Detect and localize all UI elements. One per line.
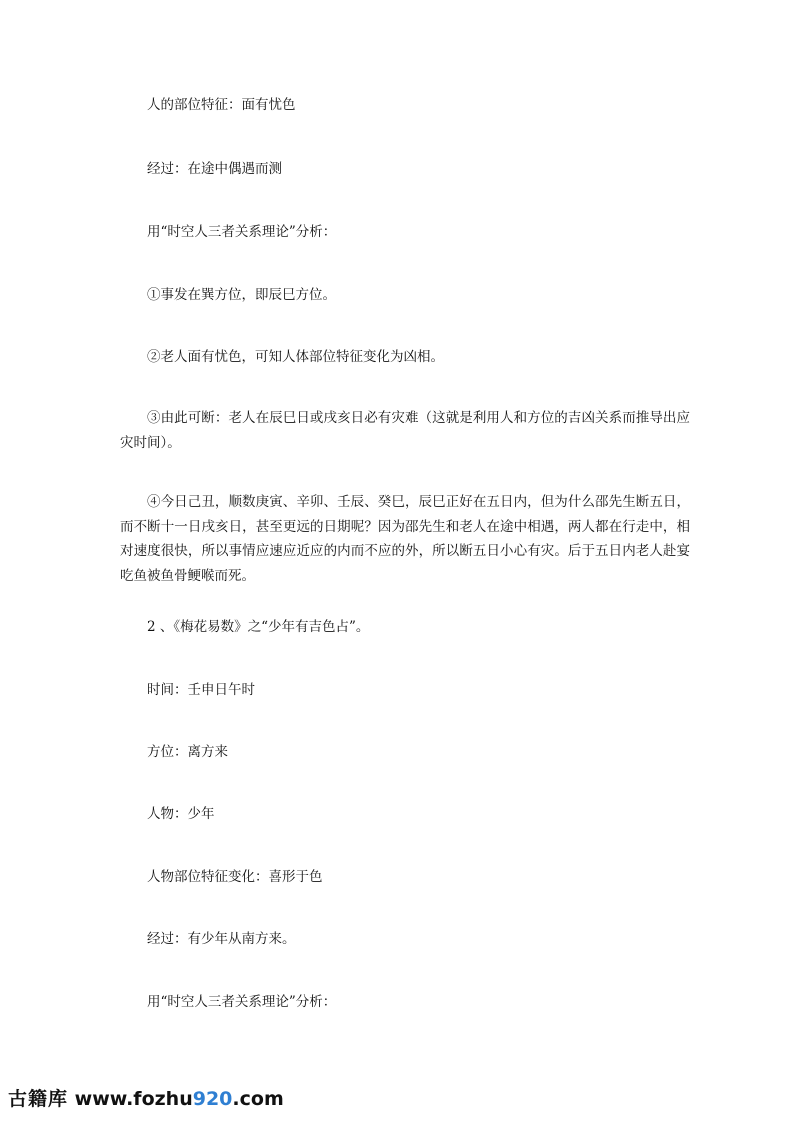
paragraph-analysis: ④今日己丑，顺数庚寅、辛卯、壬辰、癸巳，辰巳正好在五日内，但为什么邵先生断五日，而不断十一日戌亥日，甚至更远的日期呢？因为邵先生和老人在途中相遇，两人都在行走中，相对速度很快，所以事情应速应近应的内而不应的外，所以断五日小心有灾。后于五日内老人赴宴吃鱼被鱼骨鲠喉而死。 <box>120 494 690 584</box>
url-prefix: www.fozhu <box>74 1088 193 1110</box>
text-line: 方位：离方来 <box>147 744 228 760</box>
text-line: 经过：有少年从南方来。 <box>147 931 296 947</box>
url-accent: 920 <box>192 1088 233 1110</box>
text-line: 时间：壬申日午时 <box>147 682 255 698</box>
text-line: 人物部位特征变化：喜形于色 <box>147 869 323 885</box>
footer-watermark <box>8 1086 284 1112</box>
text-line: 人的部位特征：面有忧色 <box>147 97 296 113</box>
paragraph-conclusion: ③由此可断：老人在辰巳日或戌亥日必有灾难（这就是利用人和方位的吉凶关系而推导出应灾时间）。 <box>120 410 690 451</box>
section-heading: 2 、《梅花易数》之“少年有吉色占”。 <box>147 619 370 635</box>
url-suffix: .com <box>232 1088 284 1110</box>
text-line: ②老人面有忧色，可知人体部位特征变化为凶相。 <box>147 349 444 365</box>
text-line: 经过：在途中偶遇而测 <box>147 161 282 177</box>
text-line: 人物：少年 <box>147 806 215 822</box>
site-name: 古籍库 <box>8 1088 69 1110</box>
text-line: 用“时空人三者关系理论”分析： <box>147 994 337 1010</box>
text-line: ①事发在巽方位，即辰巳方位。 <box>147 287 336 303</box>
text-line: 用“时空人三者关系理论”分析： <box>147 224 337 240</box>
site-url[interactable] <box>75 1088 284 1110</box>
